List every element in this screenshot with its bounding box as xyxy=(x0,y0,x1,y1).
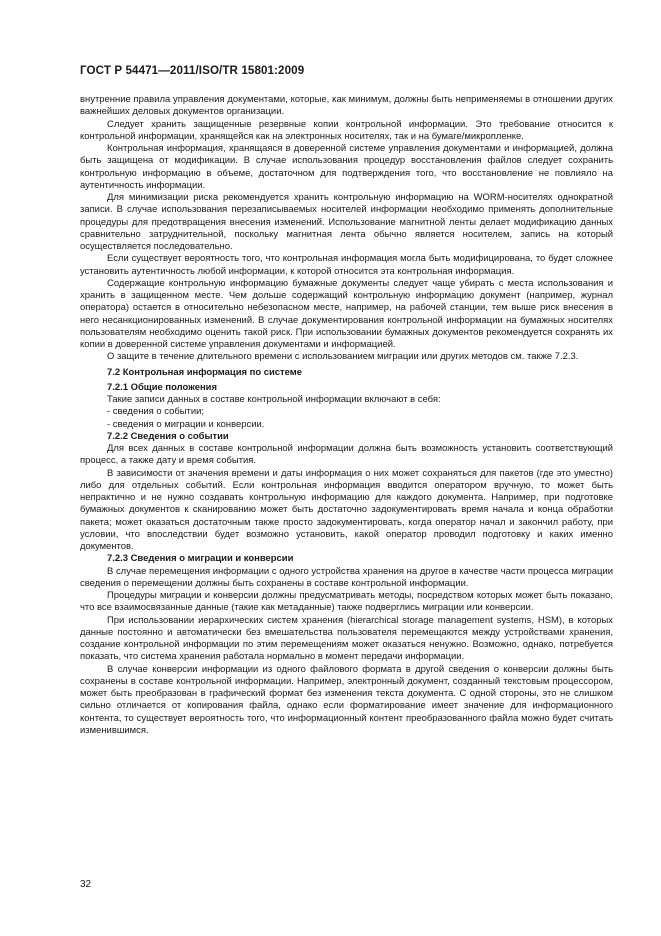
section-heading-7-2: 7.2 Контрольная информация по системе xyxy=(107,366,302,378)
paragraph: В зависимости от значения времени и даты информация о них может сохраняться для пакетов (где это уместно) либо для отдельных событий. Если контрольная информация вводится оператором вручную, то может быть непрактично и не нужно создавать контрольную информацию для каждого документа. Например, при подготовке бумажных документов к сканированию может быть достаточно задокументировать время начала и конца обработки пакета; может оказаться достаточным также просто задокументировать, когда оператор начал и закончил работу, при условии, что впоследствии будет возможно установить, какой оператор проводил подготовку и каких именно документов. xyxy=(80,467,613,552)
paragraph: Для минимизации риска рекомендуется хранить контрольную информацию на WORM-носителях однократной записи. В случае использования перезаписываемых носителей информации необходимо применять дополнительные процедуры для предотвращения внесения изменений. Использование магнитной ленты делает модификацию данных сравнительно затруднительной, поскольку магнитная лента обычно является носителем, запись на который осуществляется последовательно. xyxy=(80,192,613,252)
list-item: - сведения о событии; xyxy=(107,406,205,418)
document-body xyxy=(80,94,613,737)
paragraph: Если существует вероятность того, что контрольная информация могла быть модифицирована, то будет сложнее установить аутентичность любой информации, к которой относится эта контрольная информация. xyxy=(80,253,613,277)
section-heading-7-2-2: 7.2.2 Сведения о событии xyxy=(107,430,229,442)
paragraph: Процедуры миграции и конверсии должны предусматривать методы, посредством которых может быть показано, что все взаимосвязанные данные (такие как метаданные) также подверглись миграции или конверсии. xyxy=(80,590,613,614)
paragraph: Для всех данных в составе контрольной информации должна быть возможность установить соответствующий процесс, а также дату и время события. xyxy=(80,443,613,467)
list-item: - сведения о миграции и конверсии. xyxy=(107,418,265,430)
paragraph: Контрольная информация, хранящаяся в доверенной системе управления документами и информацией, должна быть защищена от модификации. В случае использования процедур восстановления файлов следует сохранить контрольную информацию в объеме, достаточном для подтверждения того, что восстановление не повлияло на аутентичность информации. xyxy=(80,143,613,191)
paragraph: внутренние правила управления документами, которые, как минимум, должны быть неприменяемы в отношении других важнейших деловых документов организации. xyxy=(80,94,613,118)
section-heading-7-2-3: 7.2.3 Сведения о миграции и конверсии xyxy=(107,553,294,565)
paragraph: Такие записи данных в составе контрольной информации включают в себя: xyxy=(107,394,441,405)
paragraph: Следует хранить защищенные резервные копии контрольной информации. Это требование относится к контрольной информации, хранящейся как на электронных носителях, так и на бумаге/микропленке. xyxy=(80,118,613,142)
document-header: ГОСТ Р 54471—2011/ISO/TR 15801:2009 xyxy=(80,64,305,77)
page-number: 32 xyxy=(80,879,92,890)
paragraph: О защите в течение длительного времени с использованием миграции или других методов см. также 7.2.3. xyxy=(107,351,579,363)
paragraph: В случае конверсии информации из одного файлового формата в другой сведения о конверсии должны быть сохранены в составе контрольной информации. Например, электронный документ, созданный текстовым процессором, может быть преобразован в графический формат без изменения текста документа. С одной стороны, это не слишком сильно отличается от копирования файла, однако если форматирование имеет значение для информационного контента, то существует вероятность того, что информационный контент преобразованного файла можно будет считать изменившимся. xyxy=(80,663,613,736)
paragraph: В случае перемещения информации с одного устройства хранения на другое в качестве части процесса миграции сведения о перемещении должны быть сохранены в составе контрольной информации. xyxy=(80,565,613,589)
paragraph: Содержащие контрольную информацию бумажные документы следует чаще убирать с места использования и хранить в защищенном месте. Чем дольше содержащий контрольную информацию документ (например, журнал оператора) остается в относительно небезопасном месте, например, на рабочей станции, тем выше риск внесения в него несанкционированных изменений. В случае документирования контрольной информации на бумажных носителях пользователям необходимо оценить такой риск. При использовании бумажных документов рекомендуется сохранять их копии в доверенной системе управления документами и информацией. xyxy=(80,277,613,350)
paragraph: При использовании иерархических систем хранения (hierarchical storage management systems, HSM), в которых данные постоянно и автоматически без вмешательства пользователя перемещаются между устройствами хранения, создание контрольной информации по этим перемещениям может оказаться ненужно. Возможно, однако, потребуется показать, что система хранения работала нормально в момент передачи информации. xyxy=(80,614,613,663)
section-heading-7-2-1: 7.2.1 Общие положения xyxy=(107,381,217,393)
